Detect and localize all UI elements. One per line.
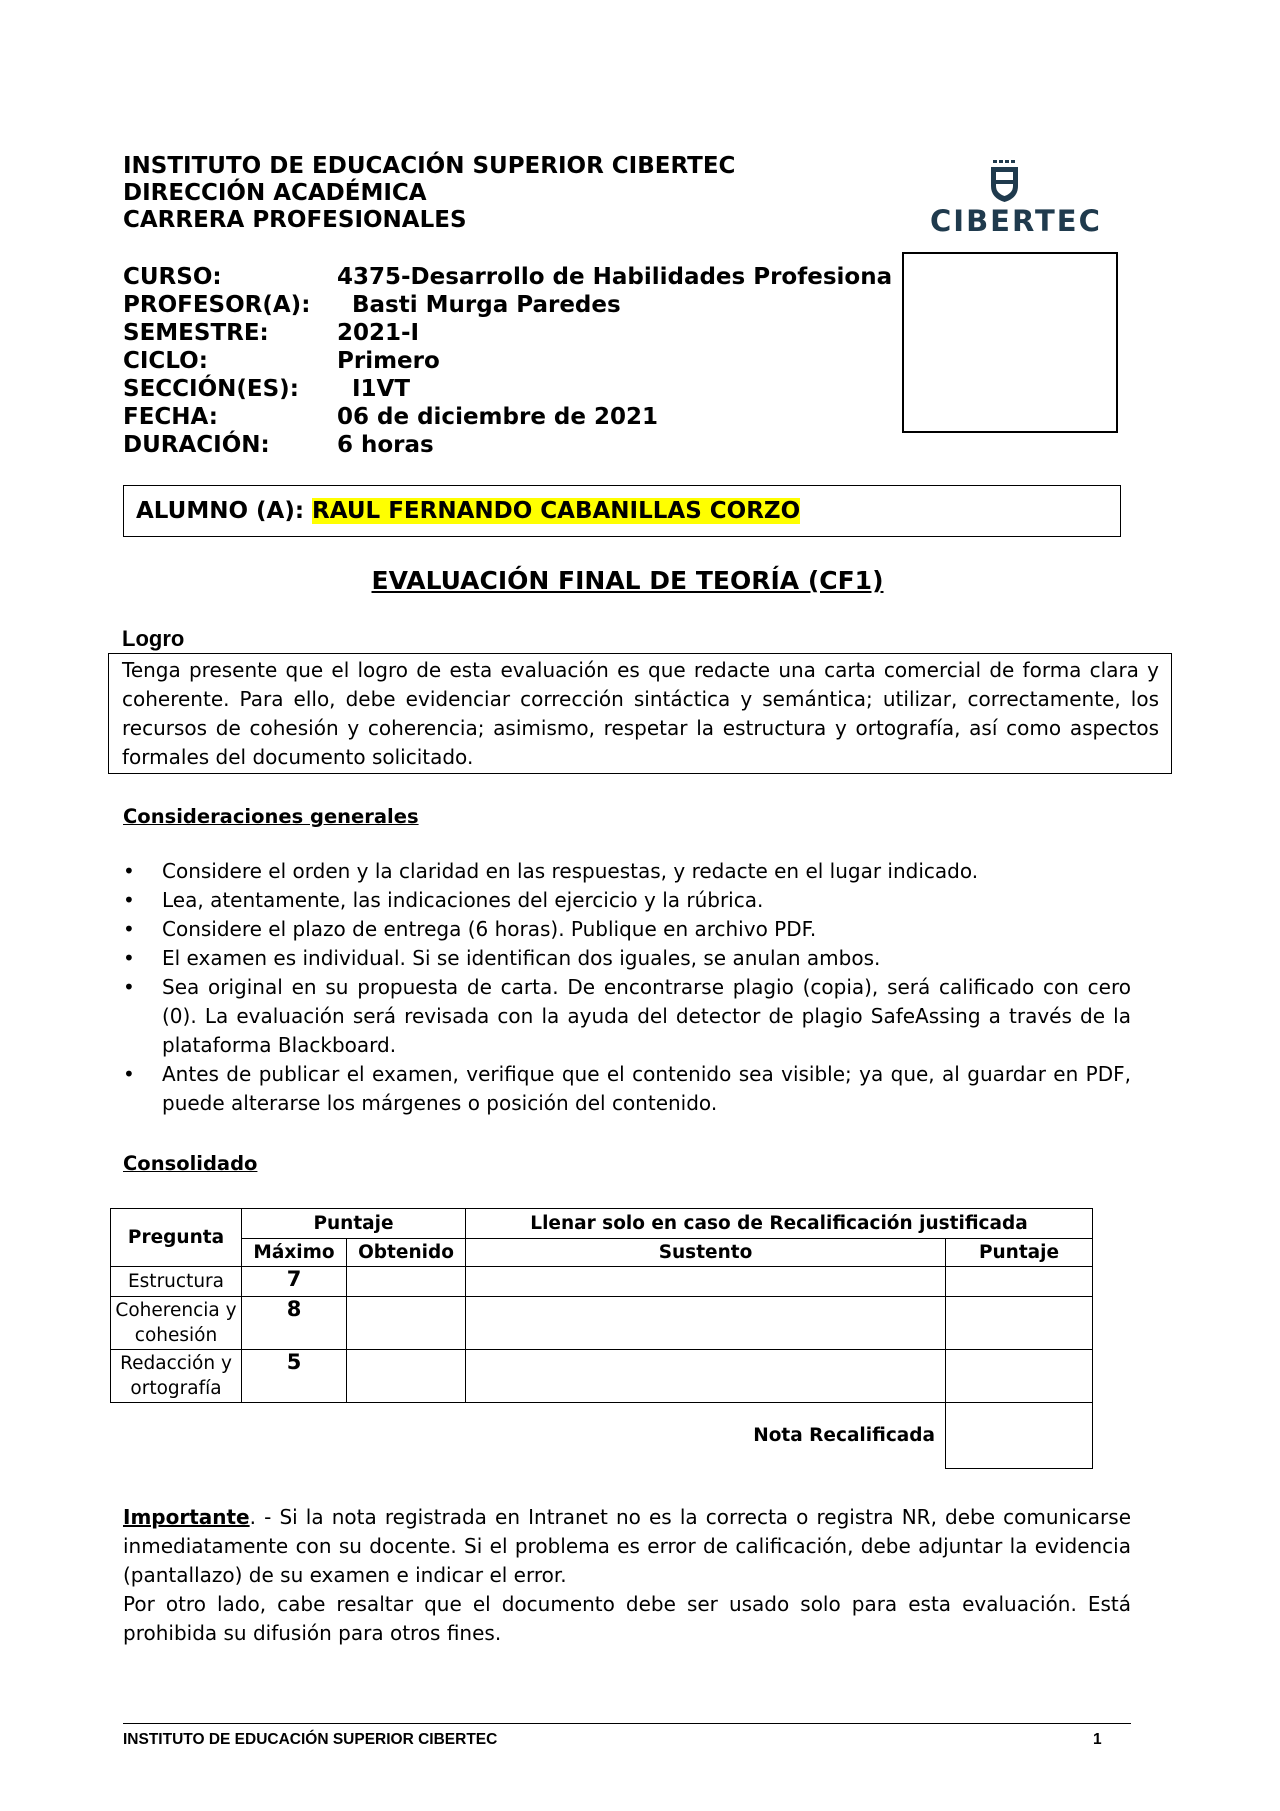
info-fecha	[123, 404, 658, 431]
photo-box	[902, 252, 1118, 433]
cell-obtenido[interactable]	[347, 1297, 466, 1350]
nota-recalificada-label: Nota Recalificada	[753, 1425, 935, 1447]
page-number: 1	[1093, 1731, 1102, 1748]
importante-section	[123, 1503, 1131, 1648]
list-item-text: Lea, atentamente, las indicaciones del ejercicio y la rúbrica.	[162, 888, 764, 912]
logro-box: Tenga presente que el logro de esta evaluación es que redacte una carta comercial de forma clara y coherente. Para ello, debe evidenciar corrección sintáctica y semántica; utilizar, correctamente, los recursos de cohesión y coherencia; asimismo, respetar la estructura y ortografía, así como aspectos formales del documento solicitado.	[108, 653, 1172, 774]
cell-sustento[interactable]	[466, 1267, 946, 1297]
importante-paragraph	[123, 1503, 1131, 1590]
logo-text: CIBERTEC	[930, 204, 1102, 238]
cell-sustento[interactable]	[466, 1297, 946, 1350]
bullet-icon: •	[123, 946, 135, 970]
list-item	[123, 886, 1131, 915]
cell-sustento[interactable]	[466, 1350, 946, 1403]
list-item-text: Sea original en su propuesta de carta. De encontrarse plagio (copia), será calificado con cero (0). La evaluación será revisada con la ayuda del detector de plagio SafeAssing a través de la plataforma Blackboard.	[162, 975, 1131, 1057]
consideraciones-list	[123, 857, 1131, 1118]
student-box	[123, 485, 1121, 537]
info-profesor	[123, 292, 621, 319]
header-line-3: CARRERA PROFESIONALES	[123, 207, 467, 233]
cell-obtenido[interactable]	[347, 1267, 466, 1297]
cell-obtenido[interactable]	[347, 1350, 466, 1403]
bullet-icon: •	[123, 975, 135, 999]
list-item-text: Antes de publicar el examen, verifique que el contenido sea visible; ya que, al guardar en PDF, puede alterarse los márgenes o posición del contenido.	[162, 1062, 1131, 1115]
header-maximo: Máximo	[242, 1239, 347, 1267]
bullet-icon: •	[123, 917, 135, 941]
header-line-2: DIRECCIÓN ACADÉMICA	[123, 180, 427, 206]
cell-puntaje[interactable]	[946, 1297, 1093, 1350]
cell-puntaje[interactable]	[946, 1267, 1093, 1297]
list-item	[123, 973, 1131, 1060]
institution-header	[123, 153, 735, 234]
table-header-row	[111, 1209, 1093, 1239]
bullet-icon: •	[123, 859, 135, 883]
ciclo-value: Primero	[337, 348, 440, 374]
seccion-value: I1VT	[352, 376, 411, 402]
cibertec-logo	[930, 160, 1102, 240]
header-recalificacion: Llenar solo en caso de Recalificación justificada	[466, 1209, 1093, 1239]
nota-row	[111, 1403, 1093, 1469]
cell-pregunta: Coherencia y cohesión	[111, 1297, 242, 1350]
nota-recalificada-cell[interactable]	[946, 1403, 1093, 1469]
semestre-value: 2021-I	[337, 320, 420, 346]
ciclo-label: CICLO:	[123, 348, 208, 374]
page-title: EVALUACIÓN FINAL DE TEORÍA (CF1)	[371, 566, 884, 595]
curso-label: CURSO:	[123, 264, 222, 290]
table-row	[111, 1297, 1093, 1350]
header-puntaje: Puntaje	[242, 1209, 466, 1239]
profesor-label: PROFESOR(A):	[123, 292, 311, 318]
list-item	[123, 857, 1131, 886]
evaluation-title	[0, 566, 1255, 595]
student-label: ALUMNO (A):	[136, 498, 305, 524]
cell-maximo: 8	[242, 1297, 347, 1350]
cell-pregunta: Estructura	[111, 1267, 242, 1297]
header-pregunta: Pregunta	[111, 1209, 242, 1267]
info-semestre	[123, 320, 419, 347]
duracion-value: 6 horas	[337, 432, 434, 458]
importante-label: Importante	[123, 1505, 250, 1529]
duracion-label: DURACIÓN:	[123, 432, 270, 458]
bullet-icon: •	[123, 1062, 135, 1086]
table-subheader-row	[111, 1239, 1093, 1267]
bullet-icon: •	[123, 888, 135, 912]
seccion-label: SECCIÓN(ES):	[123, 376, 299, 402]
list-item	[123, 1060, 1131, 1118]
cell-maximo: 5	[242, 1350, 347, 1403]
table-row	[111, 1267, 1093, 1297]
header-sustento: Sustento	[466, 1239, 946, 1267]
consolidado-title: Consolidado	[123, 1152, 258, 1175]
info-duracion	[123, 432, 434, 459]
cell-maximo: 7	[242, 1267, 347, 1297]
footer-text: INSTITUTO DE EDUCACIÓN SUPERIOR CIBERTEC	[123, 1731, 498, 1748]
semestre-label: SEMESTRE:	[123, 320, 269, 346]
info-ciclo	[123, 348, 440, 375]
table-row	[111, 1350, 1093, 1403]
list-item-text: Considere el orden y la claridad en las respuestas, y redacte en el lugar indicado.	[162, 859, 979, 883]
fecha-value: 06 de diciembre de 2021	[337, 404, 659, 430]
list-item-text: El examen es individual. Si se identifican dos iguales, se anulan ambos.	[162, 946, 881, 970]
fecha-label: FECHA:	[123, 404, 218, 430]
header-obtenido: Obtenido	[347, 1239, 466, 1267]
cell-puntaje[interactable]	[946, 1350, 1093, 1403]
consolidado-table	[110, 1208, 1093, 1469]
list-item-text: Considere el plazo de entrega (6 horas). Publique en archivo PDF.	[162, 917, 817, 941]
student-name: RAUL FERNANDO CABANILLAS CORZO	[312, 498, 801, 524]
info-seccion	[123, 376, 410, 403]
logro-label: Logro	[122, 626, 185, 651]
importante-text: . - Si la nota registrada en Intranet no es la correcta o registra NR, debe comunicarse inmediatamente con su docente. Si el problema es error de calificación, debe adjuntar la evidencia (pantallazo) de su examen e indicar el error.	[123, 1505, 1131, 1587]
profesor-value: Basti Murga Paredes	[352, 292, 621, 318]
list-item	[123, 944, 1131, 973]
info-curso	[123, 264, 892, 291]
cell-pregunta: Redacción y ortografía	[111, 1350, 242, 1403]
consideraciones-title: Consideraciones generales	[123, 805, 419, 828]
footer-divider	[123, 1723, 1131, 1724]
importante-paragraph-2: Por otro lado, cabe resaltar que el documento debe ser usado solo para esta evaluación. Está prohibida su difusión para otros fines.	[123, 1592, 1131, 1645]
header-line-1: INSTITUTO DE EDUCACIÓN SUPERIOR CIBERTEC	[123, 153, 736, 179]
header-puntaje-recal: Puntaje	[946, 1239, 1093, 1267]
curso-value: 4375-Desarrollo de Habilidades Profesiona	[337, 264, 893, 290]
list-item	[123, 915, 1131, 944]
